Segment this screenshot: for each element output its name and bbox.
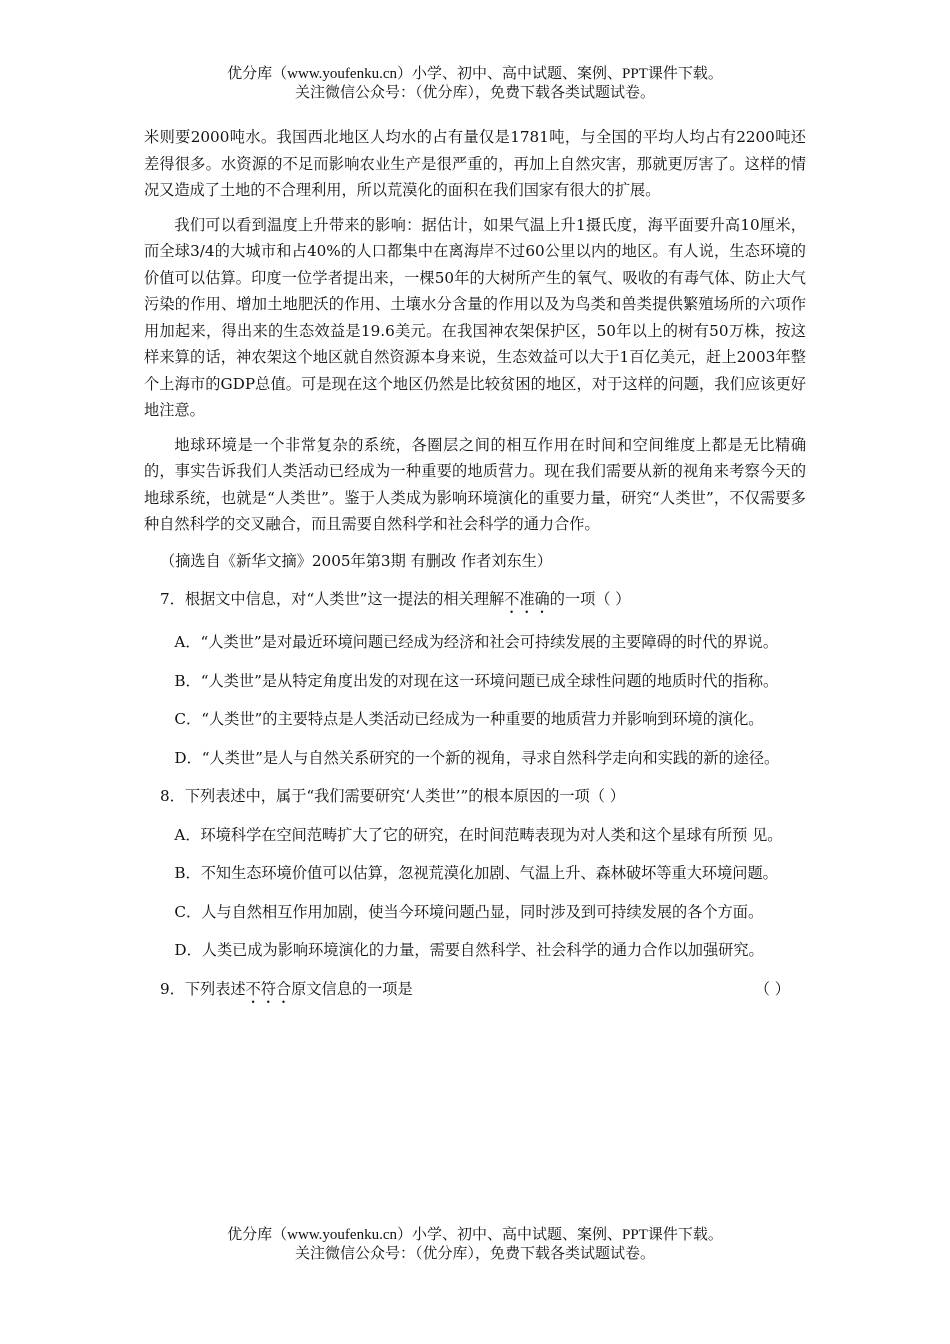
question-7-option-c: C．“人类世”的主要特点是人类活动已经成为一种重要的地质营力并影响到环境的演化。 [174,710,764,728]
emphasis-text: 不符合 [245,979,292,998]
passage-source: （摘选自《新华文摘》2005年第3期 有删改 作者刘东生） [160,551,553,570]
footer-line-2: 关注微信公众号：（优分库），免费下载各类试题试卷。 [294,1246,655,1262]
question-8-option-c: C．人与自然相互作用加剧，使当今环境问题凸显，同时涉及到可持续发展的各个方面。 [174,902,764,921]
question-8-option-d: D．人类已成为影响环境演化的力量，需要自然科学、社会科学的通力合作以加强研究。 [174,941,764,959]
footer-line-1: 优分库（www.youfenku.cn）小学、初中、高中试题、案例、PPT课件下载。 [227,1227,723,1243]
question-8-option-b: B．不知生态环境价值可以估算，忽视荒漠化加剧、气温上升、森林破坏等重大环境问题。 [174,864,778,882]
header-line-1: 优分库（www.youfenku.cn）小学、初中、高中试题、案例、PPT课件下载。 [227,66,723,82]
document-body [144,124,806,1007]
question-9-stem: 9．下列表述不符合原文信息的一项是 （ ） [144,976,806,1007]
passage-paragraph-3: 地球环境是一个非常复杂的系统，各圈层之间的相互作用在时间和空间维度上都是无比精确的，事实告诉我们人类活动已经成为一种重要的地质营力。现在我们需要从新的视角来考察今天的地球系统，也就是“人类世”。鉴于人类成为影响环境演化的重要力量，研究“人类世”，不仅需要多种自然科学的交叉融合，而且需要自然科学和社会科学的通力合作。 [144,435,806,533]
question-7-option-a: A．“人类世”是对最近环境问题已经成为经济和社会可持续发展的主要障碍的时代的界说。 [174,633,779,651]
passage-paragraph-2: 我们可以看到温度上升带来的影响：据估计，如果气温上升1摄氏度，海平面要升高10厘米，而全球3/4的大城市和占40%的人口都集中在离海岸不过60公里以内的地区。有人说，生态环境的价值可以估算。印度一位学者提出来，一棵50年的大树所产生的氧气、吸收的有毒气体、防止大气污染的作用、增加土地肥沃的作用、土壤水分含量的作用以及为鸟类和兽类提供繁殖场所的六项作用加起来，得出来的生态效益是19.6美元。在我国神农架保护区，50年以上的树有50万株，按这样来算的话，神农架这个地区就自然资源本身来说，生态效益可以大于1百亿美元，赶上2003年整个上海市的GDP总值。可是现在这个地区仍然是比较贫困的地区，对于这样的问题，我们应该更好地注意。 [144,215,806,419]
emphasis-text: 不准确 [504,590,550,608]
page-footer [0,1226,950,1264]
question-7-option-d: D．“人类世”是人与自然关系研究的一个新的视角，寻求自然科学走向和实践的新的途径。 [174,748,780,767]
question-8-option-a: A．环境科学在空间范畴扩大了它的研究，在时间范畴表现为对人类和这个星球有所预 见。 [174,825,783,844]
passage-paragraph-1: 米则要2000吨水。我国西北地区人均水的占有量仅是1781吨，与全国的平均人均占有2200吨还差得很多。水资源的不足而影响农业生产是很严重的，再加上自然灾害，那就更厉害了。这样的情况又造成了土地的不合理利用，所以荒漠化的面积在我们国家有很大的扩展。 [144,128,806,199]
answer-parentheses: （ ） [754,979,790,998]
header-line-2: 关注微信公众号：（优分库），免费下载各类试题试卷。 [294,85,655,101]
page-header [0,65,950,103]
question-7-option-b: B．“人类世”是从特定角度出发的对现在这一环境问题已成全球性问题的地质时代的指称。 [174,671,779,690]
question-7-stem: 7．根据文中信息，对“人类世”这一提法的相关理解不准确的一项（ ） [160,590,631,608]
question-8-stem: 8．下列表述中，属于“我们需要研究‘人类世’”的根本原因的一项（ ） [160,787,625,805]
